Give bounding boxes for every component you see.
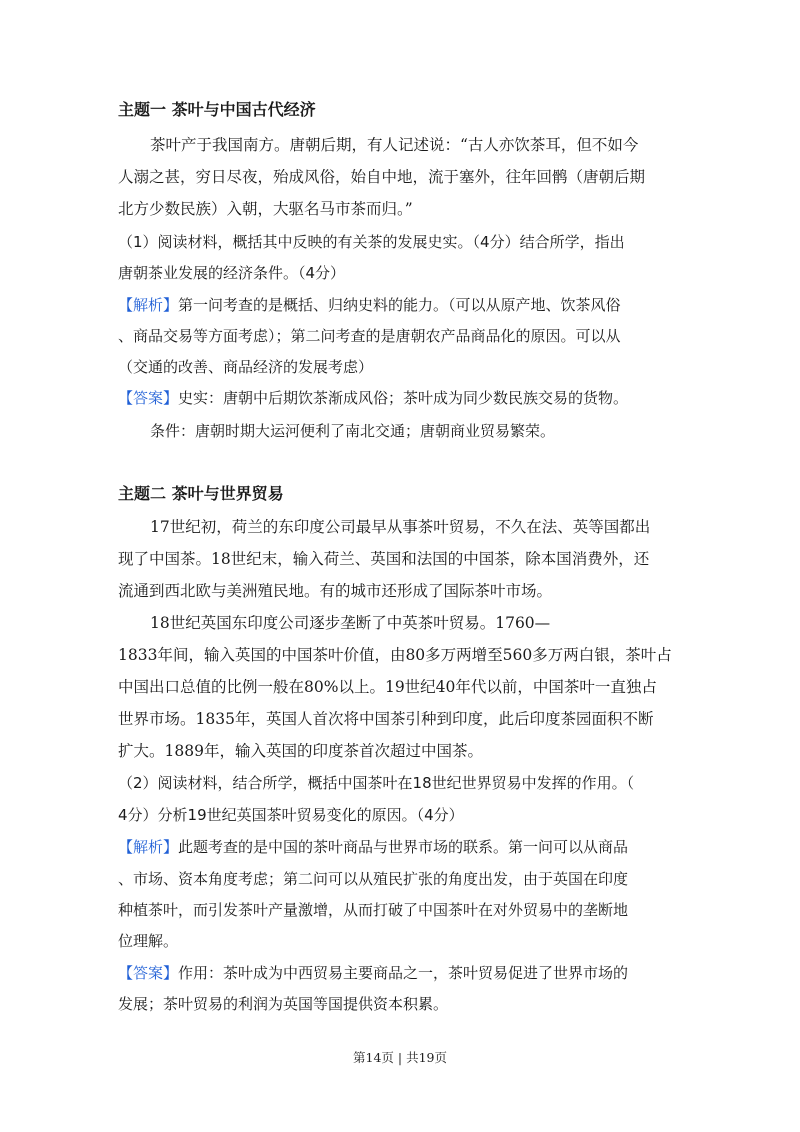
topic2-heading: 主题二 茶叶与世界贸易 bbox=[118, 484, 284, 503]
answer-tag: 【答案】 bbox=[118, 964, 179, 982]
topic1-answer-line: 条件：唐朝时期大运河便利了南北交通；唐朝商业贸易繁荣。 bbox=[150, 422, 556, 440]
topic2-material-line: 1833年间，输入英国的中国茶叶价值，由80多万两增至560多万两白银，茶叶占 bbox=[118, 646, 672, 664]
answer-tag: 【答案】 bbox=[118, 389, 179, 407]
topic2-material-line: 扩大。1889年，输入英国的印度茶首次超过中国茶。 bbox=[118, 742, 483, 760]
topic1-analysis-line: 、商品交易等方面考虑）；第二问考查的是唐朝农产品商品化的原因。可以从 bbox=[118, 327, 621, 345]
answer-text: 史实：唐朝中后期饮茶渐成风俗；茶叶成为同少数民族交易的货物。 bbox=[178, 389, 629, 407]
topic1-question-line: （1）阅读材料，概括其中反映的有关茶的发展史实。（4分）结合所学，指出 bbox=[118, 233, 625, 251]
topic2-question-line: 4分）分析19世纪英国茶叶贸易变化的原因。（4分） bbox=[118, 806, 464, 824]
topic1-answer-line bbox=[118, 387, 628, 409]
topic2-question-line: （2）阅读材料，结合所学，概括中国茶叶在18世纪世界贸易中发挥的作用。（ bbox=[118, 774, 635, 792]
topic2-material-line: 中国出口总值的比例一般在80%以上。19世纪40年代以前，中国茶叶一直独占 bbox=[118, 678, 657, 696]
topic2-material-line: 现了中国茶。18世纪末，输入荷兰、英国和法国的中国茶，除本国消费外，还 bbox=[118, 550, 650, 568]
topic2-answer-line: 发展；茶叶贸易的利润为英国等国提供资本积累。 bbox=[118, 995, 449, 1013]
topic2-material-line: 世界市场。1835年，英国人首次将中国茶引种到印度，此后印度茶园面积不断 bbox=[118, 710, 654, 728]
topic2-material-line: 18世纪英国东印度公司逐步垄断了中英茶叶贸易。1760— bbox=[150, 614, 551, 632]
analysis-text: 第一问考查的是概括、归纳史料的能力。（可以从原产地、饮茶风俗 bbox=[178, 296, 621, 314]
topic2-analysis-line: 位理解。 bbox=[118, 932, 179, 950]
topic2-material-line: 流通到西北欧与美洲殖民地。有的城市还形成了国际茶叶市场。 bbox=[118, 582, 553, 600]
analysis-text: 此题考查的是中国的茶叶商品与世界市场的联系。第一问可以从商品 bbox=[178, 838, 629, 856]
topic1-material-line: 人溺之甚，穷日尽夜，殆成风俗，始自中地，流于塞外，往年回鹘（唐朝后期 bbox=[118, 168, 646, 186]
answer-text: 作用：茶叶成为中西贸易主要商品之一，茶叶贸易促进了世界市场的 bbox=[178, 964, 629, 982]
topic1-analysis-line: （交通的改善、商品经济的发展考虑） bbox=[118, 358, 374, 376]
topic1-heading: 主题一 茶叶与中国古代经济 bbox=[118, 100, 316, 119]
topic1-question-line: 唐朝茶业发展的经济条件。（4分） bbox=[118, 264, 346, 282]
topic1-material-line: 北方少数民族）入朝，大驱名马市茶而归。” bbox=[118, 200, 413, 218]
topic2-analysis-line bbox=[118, 836, 628, 858]
analysis-tag: 【解析】 bbox=[118, 838, 179, 856]
topic2-answer-line bbox=[118, 962, 628, 984]
page-number-footer: 第14页 | 共19页 bbox=[353, 1050, 447, 1065]
topic2-analysis-line: 种植茶叶，而引发茶叶产量激增，从而打破了中国茶叶在对外贸易中的垄断地 bbox=[118, 901, 629, 919]
topic1-material-line: 茶叶产于我国南方。唐朝后期，有人记述说：“古人亦饮茶耳，但不如今 bbox=[150, 136, 639, 154]
topic1-analysis-line bbox=[118, 294, 621, 316]
topic2-analysis-line: 、市场、资本角度考虑；第二问可以从殖民扩张的角度出发，由于英国在印度 bbox=[118, 870, 629, 888]
topic2-material-line: 17世纪初，荷兰的东印度公司最早从事茶叶贸易，不久在法、英等国都出 bbox=[150, 518, 651, 536]
analysis-tag: 【解析】 bbox=[118, 296, 179, 314]
